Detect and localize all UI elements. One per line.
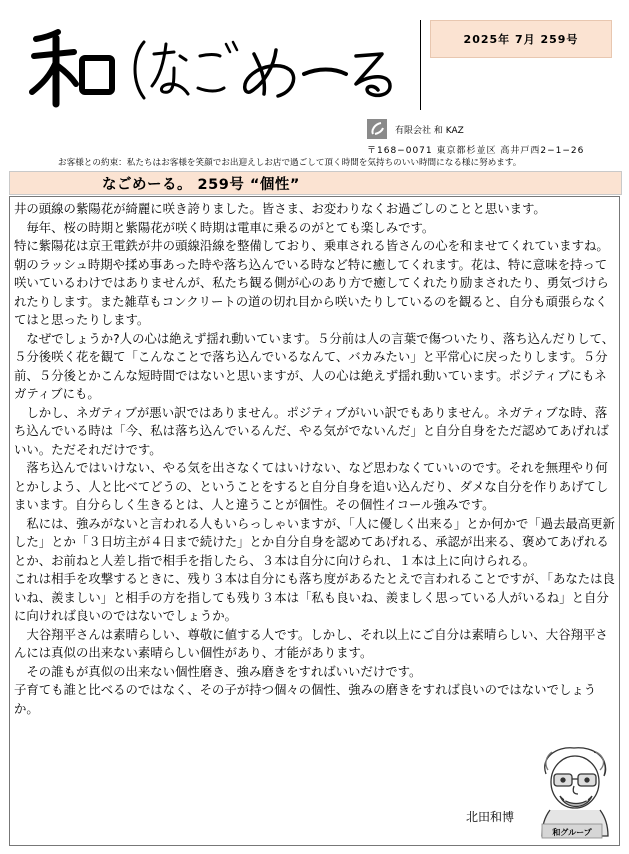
paragraph: 大谷翔平さんは素晴らしい、尊敬に値する人です。しかし、それ以上にご自分は素晴らしい、大谷翔平さんには真似の出来ない素晴らしい個性があり、才能があります。 xyxy=(14,626,608,660)
author-signature: 北田和博 xyxy=(466,810,515,824)
author-caricature xyxy=(534,744,616,840)
paragraph: その誰もが真似の出来ない個性磨き、強み磨きをすればいいだけです。 xyxy=(14,663,422,679)
company-logo-icon xyxy=(367,119,387,139)
avatar-caption: 和グループ xyxy=(552,828,592,837)
article-body xyxy=(14,200,617,718)
nagomail-logo xyxy=(28,22,408,112)
header-divider xyxy=(420,20,421,110)
customer-promise: お客様との約束：私たちはお客様を笑顔でお出迎えしお店で過ごして頂く時間を気持ちのいい時間になる様に努めます。 xyxy=(58,158,522,168)
paragraph: なぜでしょうか?人の心は絶えず揺れ動いています。５分前は人の言葉で傷ついたり、落ち込んだりして、５分後咲く花を観て「こんなことで落ち込んでいるなんて、バカみたい」と平常心に戻ったりします。５分前、５分後とかこんな短時間ではないと思いますが、人の心は絶えず揺れ動いています。ポジティブにもネガティブにも。 xyxy=(14,330,615,401)
paragraph: 井の頭線の紫陽花が綺麗に咲き誇りました。皆さま、お変わりなくお過ごしのことと思います。 xyxy=(14,201,546,216)
paragraph: これは相手を攻撃するときに、残り３本は自分にも落ち度があるたとえで言われることですが、「あなたは良いね、羨ましい」と相手の方を指しても残り３本は「私も良いね、羨ましく思っている人がいるね」と自分に向ければ良いのではないでしょうか。 xyxy=(14,571,615,623)
issue-date: 2025年 7月 259号 xyxy=(430,20,612,58)
paragraph: 特に紫陽花は京王電鉄が井の頭線沿線を整備しており、乗車される皆さんの心を和ませてくれていますね。朝のラッシュ時期や揉め事あった時や落ち込んでいる時など特に癒してくれます。花は、特に意味を持って咲いているわけではありませんが、私たち観る側が心のあり方で癒してくれたり励まされたり、勇気づけられたりします。また雑草もコンクリートの道の切れ目から咲いたりしているのを観ると、自分も頑張らなくてはと思ったりします。 xyxy=(14,238,609,327)
article-box xyxy=(9,196,620,846)
issue-title-bar xyxy=(9,171,622,195)
paragraph: 毎年、桜の時期と紫陽花が咲く時期は電車に乗るのがとても楽しみです。 xyxy=(14,219,435,235)
paragraph: 子育ても誰と比べるのではなく、その子が持つ個々の個性、強みの磨きをすれば良いのではないでしょうか。 xyxy=(14,682,597,716)
company-name: 有限会社 和 KAZ xyxy=(395,125,464,136)
paragraph: 私には、強みがないと言われる人もいらっしゃいますが、「人に優しく出来る」とか何かで「過去最高更新した」とか「３日坊主が４日まで続けた」とか自分自身を認めてあげれる、承認が出来る、褒めてあげれるとか、お前ねと人差し指で相手を指したら、３本は自分に向けられ、１本は上に向けられる。 xyxy=(14,515,615,568)
issue-title: なごめーる。 259号 “個性” xyxy=(102,176,300,193)
company-info xyxy=(367,117,464,141)
paragraph: 落ち込んではいけない、やる気を出さなくてはいけない、など思わなくていいのです。それを無理やり何とかしよう、人と比べてどうの、ということをすると自分自身を追い込んだり、ダメな自分を作りあげてしまいます。自分らしく生きるとは、人と違うことが個性。その個性イコール強みです。 xyxy=(14,460,609,512)
company-address: 〒168−0071 東京都杉並区 高井戸西2−1−26 xyxy=(367,146,585,156)
paragraph: しかし、ネガティブが悪い訳ではありません。ポジティブがいい訳でもありません。ネガティブな時、落ち込んでいる時は「今、私は落ち込んでいるんだ、やる気がでないんだ」と自分自身をただ認めてあげればいい。ただそれだけです。 xyxy=(14,404,609,457)
